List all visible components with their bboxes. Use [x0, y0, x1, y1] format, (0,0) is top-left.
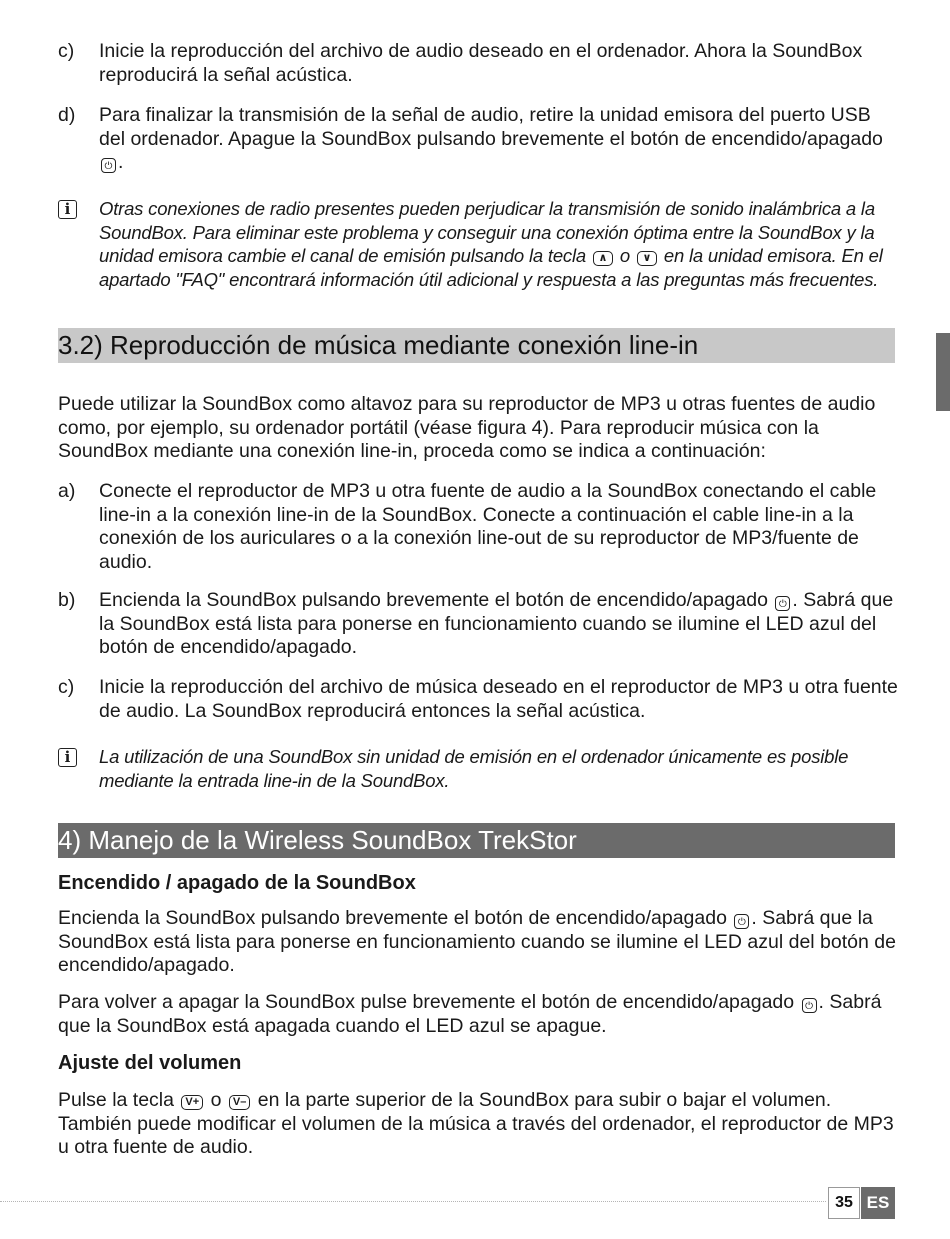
- step-label: c): [58, 676, 75, 698]
- subheading-power: Encendido / apagado de la SoundBox: [58, 872, 416, 894]
- step-text: Inicie la reproducción del archivo de audio deseado en el ordenador. Ahora la SoundBox reproducirá la señal acústica.: [99, 40, 863, 86]
- step-text: Para finalizar la transmisión de la señal de audio, retire la unidad emisora del puerto USB del ordenador. Apague la SoundBox pulsando brevemente el botón de encendido/apagado ⏻ .: [99, 104, 883, 173]
- power-button-icon: ⏻: [775, 596, 790, 611]
- channel-down-key-icon: ∨: [637, 251, 657, 266]
- step-label: d): [58, 104, 76, 126]
- step-text: Conecte el reproductor de MP3 u otra fuente de audio a la SoundBox conectando el cable line-in a la conexión line-in de la SoundBox. Conecte a continuación el cable line-in a la conexión de los auriculares o a la conexión line-out de su reproductor de MP3/fuente de audio.: [99, 480, 877, 573]
- step-label: c): [58, 40, 75, 62]
- footer-dotted-line: [0, 1201, 826, 1202]
- volume-paragraph: Pulse la tecla V+ o V– en la parte superior de la SoundBox para subir o bajar el volumen. También puede modificar el volumen de la música a través del ordenador, el reproductor de MP3 u otra fuente de audio.: [58, 1089, 894, 1158]
- info-icon: i: [58, 200, 77, 219]
- step-text: Inicie la reproducción del archivo de música deseado en el reproductor de MP3 u otra fuente de audio. La SoundBox reproducirá entonces la señal acústica.: [99, 676, 898, 722]
- volume-up-key-icon: V+: [181, 1095, 203, 1110]
- language-badge: ES: [861, 1187, 895, 1219]
- volume-down-key-icon: V–: [229, 1095, 250, 1110]
- page-number: 35: [828, 1187, 860, 1219]
- note-text: La utilización de una SoundBox sin unidad de emisión en el ordenador únicamente es posible mediante la entrada line-in de la SoundBox.: [99, 746, 849, 791]
- section-heading-4: 4) Manejo de la Wireless SoundBox TrekStor: [58, 823, 895, 858]
- power-paragraph-2: Para volver a apagar la SoundBox pulse brevemente el botón de encendido/apagado ⏻ . Sabrá que la SoundBox está apagada cuando el LED azul se apague.: [58, 991, 882, 1037]
- subheading-volume: Ajuste del volumen: [58, 1052, 242, 1074]
- step-label: b): [58, 589, 76, 611]
- power-button-icon: ⏻: [101, 158, 116, 173]
- step-label: a): [58, 480, 76, 502]
- note-text: Otras conexiones de radio presentes pueden perjudicar la transmisión de sonido inalámbrica a la SoundBox. Para eliminar este problema y conseguir una conexión óptima entre la SoundBox y la unidad emisora cambie el canal de emisión pulsando la tecla ∧ o ∨ en la unidad emisora. En el apartado "FAQ" encontrará información útil adicional y respuesta a las preguntas más frecuentes.: [99, 198, 883, 290]
- power-paragraph-1: Encienda la SoundBox pulsando brevemente el botón de encendido/apagado ⏻ . Sabrá que la SoundBox está lista para ponerse en funcionamiento cuando se ilumine el LED azul del botón de encendido/apagado.: [58, 907, 896, 976]
- section-heading-3-2: 3.2) Reproducción de música mediante conexión line-in: [58, 328, 895, 363]
- power-button-icon: ⏻: [734, 914, 749, 929]
- info-icon: i: [58, 748, 77, 767]
- section-intro: Puede utilizar la SoundBox como altavoz para su reproductor de MP3 u otras fuentes de audio como, por ejemplo, su ordenador portátil (véase figura 4). Para reproducir música con la SoundBox mediante una conexión line-in, proceda como se indica a continuación:: [58, 393, 876, 462]
- channel-up-key-icon: ∧: [593, 251, 613, 266]
- power-button-icon: ⏻: [802, 998, 817, 1013]
- chapter-side-tab: [936, 333, 950, 411]
- step-text: Encienda la SoundBox pulsando brevemente el botón de encendido/apagado ⏻ . Sabrá que la SoundBox está lista para ponerse en funcionamiento cuando se ilumine el LED azul del botón de encendido/apagado.: [99, 589, 894, 658]
